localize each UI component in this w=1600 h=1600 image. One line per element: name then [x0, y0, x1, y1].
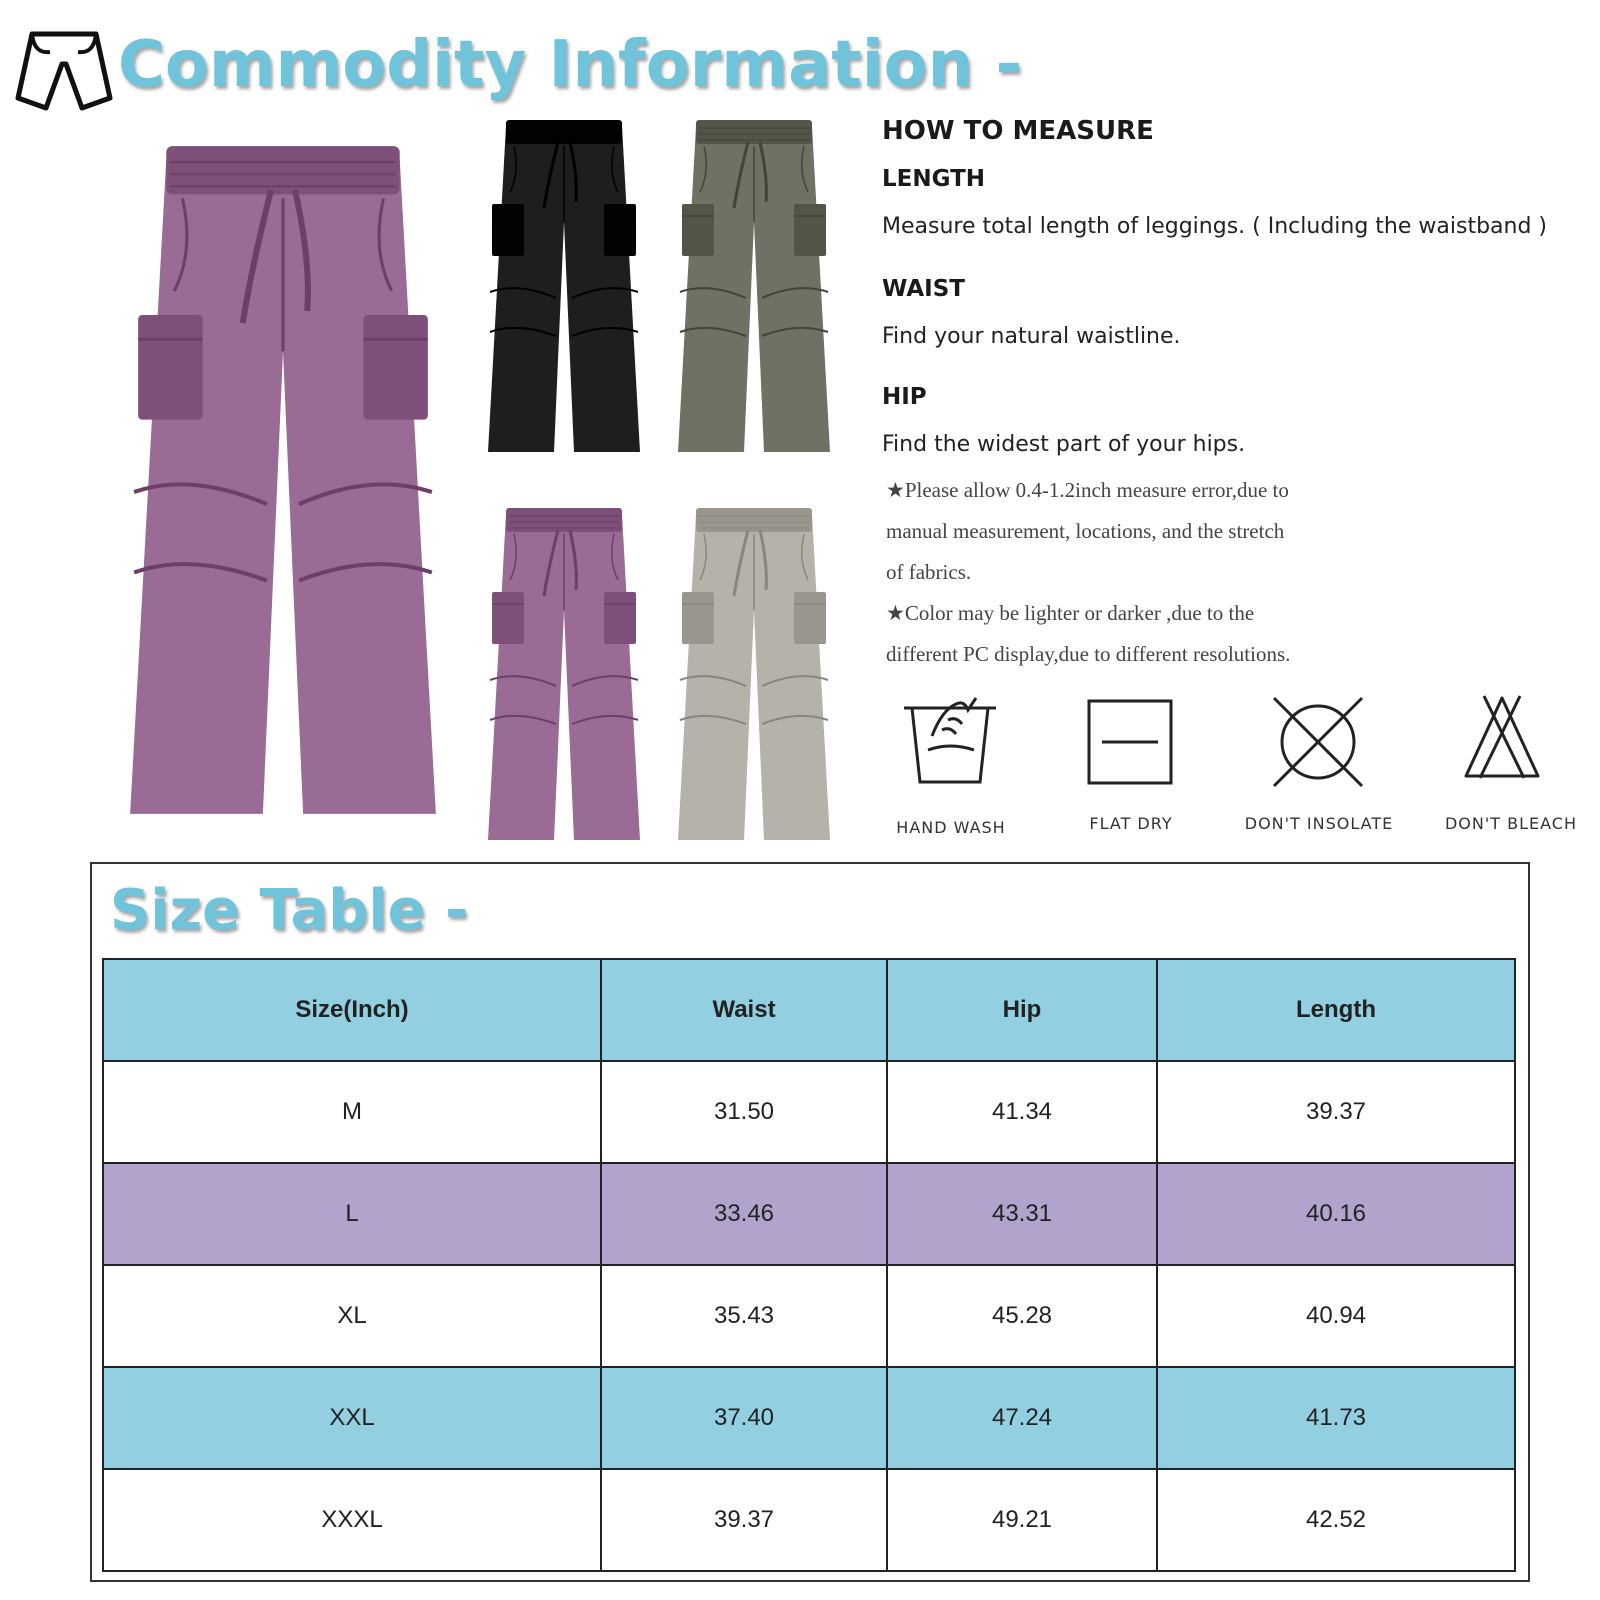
olive-cargo-pants-image [668, 112, 840, 460]
pants-outline-icon [14, 30, 114, 114]
care-label-flat-dry: FLAT DRY [1089, 814, 1173, 833]
table-row [103, 1163, 1515, 1265]
table-cell: XXL [103, 1367, 601, 1469]
table-cell: 33.46 [601, 1163, 887, 1265]
waist-title: WAIST [882, 276, 965, 302]
size-table [102, 958, 1516, 1572]
hip-title: HIP [882, 384, 927, 410]
note-line: ★Color may be lighter or darker ,due to the [886, 601, 1255, 625]
table-header-cell: Hip [887, 959, 1157, 1061]
table-cell: 41.34 [887, 1061, 1157, 1163]
table-cell: M [103, 1061, 601, 1163]
note-line: different PC display,due to different resolutions. [886, 642, 1291, 666]
table-cell: 45.28 [887, 1265, 1157, 1367]
care-label-dont-bleach: DON'T BLEACH [1444, 814, 1577, 833]
length-title: LENGTH [882, 166, 986, 192]
table-cell: 39.37 [601, 1469, 887, 1571]
table-cell: 40.16 [1157, 1163, 1515, 1265]
table-cell: L [103, 1163, 601, 1265]
dont-insolate-icon [1270, 694, 1366, 790]
table-cell: XXXL [103, 1469, 601, 1571]
measure-heading: HOW TO MEASURE [882, 116, 1154, 146]
table-cell: 35.43 [601, 1265, 887, 1367]
table-cell: 43.31 [887, 1163, 1157, 1265]
hand-wash-icon [898, 690, 1002, 790]
table-cell: 49.21 [887, 1469, 1157, 1571]
note-line: manual measurement, locations, and the stretch [886, 519, 1285, 543]
page-title: Commodity Information - [118, 28, 1023, 102]
waist-text: Find your natural waistline. [882, 324, 1181, 349]
khaki-cargo-pants-image [668, 500, 840, 848]
table-row [103, 1469, 1515, 1571]
purple-cargo-pants-small-image [478, 500, 650, 848]
length-text: Measure total length of leggings. ( Including the waistband ) [882, 214, 1547, 239]
table-cell: XL [103, 1265, 601, 1367]
table-cell: 39.37 [1157, 1061, 1515, 1163]
note-line: of fabrics. [886, 560, 972, 584]
care-label-dont-insolate: DON'T INSOLATE [1244, 814, 1394, 833]
table-header-cell: Size(Inch) [103, 959, 601, 1061]
flat-dry-icon [1086, 698, 1174, 786]
table-header-cell: Waist [601, 959, 887, 1061]
table-cell: 37.40 [601, 1367, 887, 1469]
dont-bleach-icon [1462, 692, 1542, 782]
size-table-title: Size Table - [110, 878, 469, 943]
table-cell: 40.94 [1157, 1265, 1515, 1367]
table-row [103, 1061, 1515, 1163]
table-cell: 41.73 [1157, 1367, 1515, 1469]
care-label-hand-wash: HAND WASH [896, 818, 1006, 837]
black-cargo-pants-image [478, 112, 650, 460]
table-row [103, 1265, 1515, 1367]
table-cell: 47.24 [887, 1367, 1157, 1469]
table-cell: 31.50 [601, 1061, 887, 1163]
note-line: ★Please allow 0.4-1.2inch measure error,due to [886, 478, 1289, 502]
purple-cargo-pants-image [108, 130, 458, 830]
table-cell: 42.52 [1157, 1469, 1515, 1571]
table-header-row [103, 959, 1515, 1061]
table-row [103, 1367, 1515, 1469]
hip-text: Find the widest part of your hips. [882, 432, 1246, 457]
table-header-cell: Length [1157, 959, 1515, 1061]
